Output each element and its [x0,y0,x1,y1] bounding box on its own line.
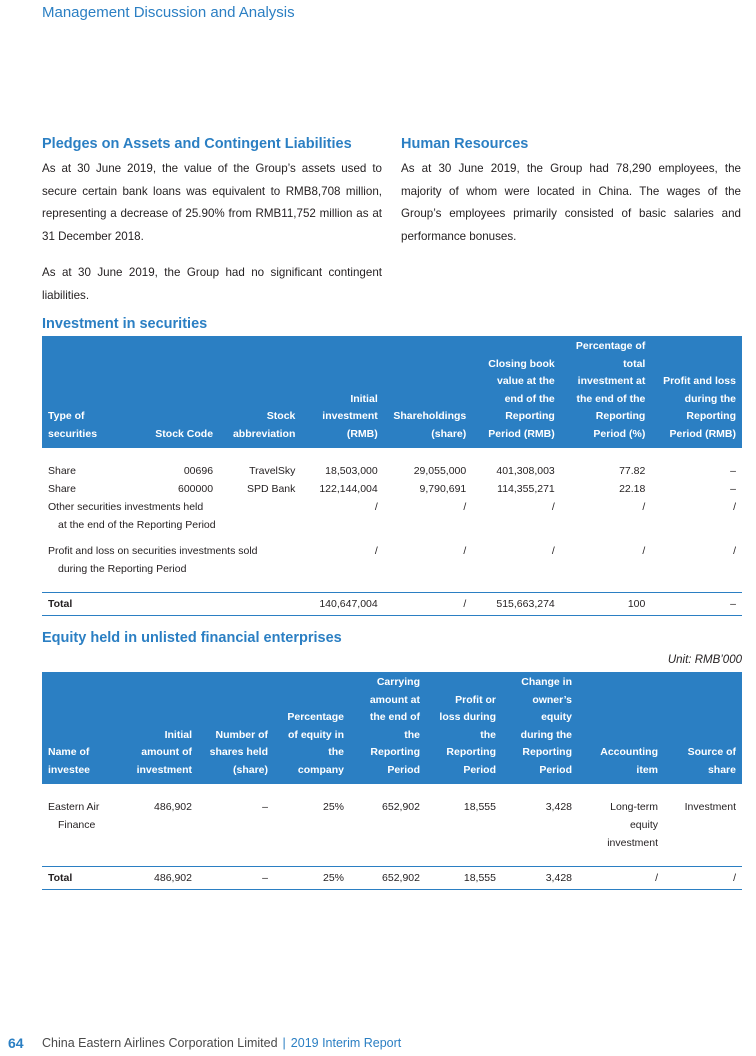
cell: 114,355,271 [497,482,555,495]
table-row [42,798,742,852]
header-carrying-amount: Carrying amount at the end of the Reporting Period [350,672,426,784]
cell: Share [48,482,77,495]
company-name: China Eastern Airlines Corporation Limited [42,1036,278,1050]
accounting-item: Long-term equity [610,800,658,831]
running-header: Management Discussion and Analysis [42,4,295,21]
equity-header-row [42,672,742,784]
cell [578,798,664,852]
header-initial-investment: Initial investment (RMB) [301,336,383,448]
header-change-equity: Change in owner’s equity during the Reporting Period [502,672,578,784]
cell: / [642,544,646,557]
cell: / [463,500,467,513]
accounting-item-continued: investment [607,836,658,849]
pledges-paragraph-2: As at 30 June 2019, the Group had no significant contingent liabilities. [42,266,382,302]
row-label-continued: at the end of the Reporting Period [58,518,216,531]
cell: 140,647,004 [301,592,383,615]
cell: 3,428 [545,800,572,813]
cell: / [374,500,378,513]
header-percentage-equity: Percentage of equity in the company [274,672,350,784]
header-shareholdings: Shareholdings (share) [384,336,473,448]
securities-title: Investment in securities [42,316,208,332]
table-row [42,462,742,480]
human-resources-title: Human Resources [401,136,529,152]
cell: 9,790,691 [419,482,467,495]
cell: 3,428 [502,866,578,889]
row-label: Profit and loss on securities investments sold [48,544,258,557]
page-footer [0,1030,756,1054]
row-label: Other securities investments held [48,500,204,513]
investee-name-continued: Finance [58,818,96,831]
pledges-section [42,136,382,307]
page-number: 64 [8,1035,24,1051]
cell: / [384,592,473,615]
table-row-other-securities [42,498,742,534]
report-name: 2019 Interim Report [290,1036,402,1050]
pledges-title: Pledges on Assets and Contingent Liabilities [42,136,352,152]
cell: 486,902 [154,800,192,813]
cell: SPD Bank [246,482,296,495]
cell: – [651,592,742,615]
cell: 18,555 [426,866,502,889]
cell: / [578,866,664,889]
cell: – [730,464,736,477]
securities-header-row [42,336,742,448]
cell: – [262,800,268,813]
cell: TravelSky [249,464,296,477]
cell [42,798,122,852]
cell: 652,902 [382,800,420,813]
equity-total-row [42,866,742,889]
cell: / [664,866,742,889]
cell [42,542,301,578]
cell: 77.82 [619,464,646,477]
row-label-continued: during the Reporting Period [58,562,187,575]
equity-table [42,672,742,890]
header-accounting-item: Accounting item [578,672,664,784]
cell: 29,055,000 [413,464,467,477]
header-profit-loss: Profit or loss during the Reporting Period [426,672,502,784]
cell: 25% [274,866,350,889]
header-percentage: Percentage of total investment at the end of the Reporting Period (%) [561,336,652,448]
human-resources-section [401,136,741,248]
securities-table [42,336,742,616]
cell: / [733,544,736,557]
cell: / [463,544,467,557]
cell: 515,663,274 [472,592,561,615]
header-investee: Name of investee [42,672,122,784]
cell: – [198,866,274,889]
header-closing-book-value: Closing book value at the end of the Reporting Period (RMB) [472,336,561,448]
cell: Investment [684,800,736,813]
cell: 18,555 [463,800,496,813]
header-source: Source of share [664,672,742,784]
cell: 486,902 [122,866,198,889]
cell: / [374,544,378,557]
investee-name: Eastern Air [48,800,100,813]
cell: 22.18 [619,482,646,495]
human-resources-paragraph: As at 30 June 2019, the Group had 78,290 employees, the majority of whom were located in China. The wages of the Group’s employees primarily consisted of basic salaries and performance bonuses. [401,162,741,243]
equity-title: Equity held in unlisted financial enterprises [42,630,342,646]
cell: 600000 [178,482,214,495]
cell: 401,308,003 [496,464,555,477]
cell [42,498,301,534]
header-shares-held: Number of shares held (share) [198,672,274,784]
cell: / [642,500,646,513]
header-type: Type of securities [42,336,137,448]
unit-label: Unit: RMB’000 [667,654,742,666]
total-label: Total [42,592,137,615]
cell: 100 [561,592,652,615]
cell: / [551,500,555,513]
cell: 25% [322,800,344,813]
cell: Share [48,464,77,477]
header-initial-amount: Initial amount of investment [122,672,198,784]
securities-total-row [42,592,742,615]
header-stock-abbreviation: Stock abbreviation [219,336,301,448]
cell: / [551,544,555,557]
pledges-paragraph-1: As at 30 June 2019, the value of the Group’s assets used to secure certain bank loans was equivalent to RMB8,708 million, representing a decrease of 25.90% from RMB11,752 million as at 31 December 2018. [42,162,382,243]
total-label: Total [42,866,122,889]
table-row-sold-securities [42,542,742,578]
header-stock-code: Stock Code [137,336,219,448]
cell: 652,902 [350,866,426,889]
cell: – [730,482,736,495]
cell: 122,144,004 [319,482,378,495]
cell: 18,503,000 [325,464,378,477]
footer-separator: | [282,1036,286,1050]
header-profit-loss: Profit and loss during the Reporting Period (RMB) [651,336,742,448]
table-row [42,480,742,498]
cell: / [733,500,736,513]
cell: 00696 [183,464,214,477]
footer-text [42,1036,401,1050]
